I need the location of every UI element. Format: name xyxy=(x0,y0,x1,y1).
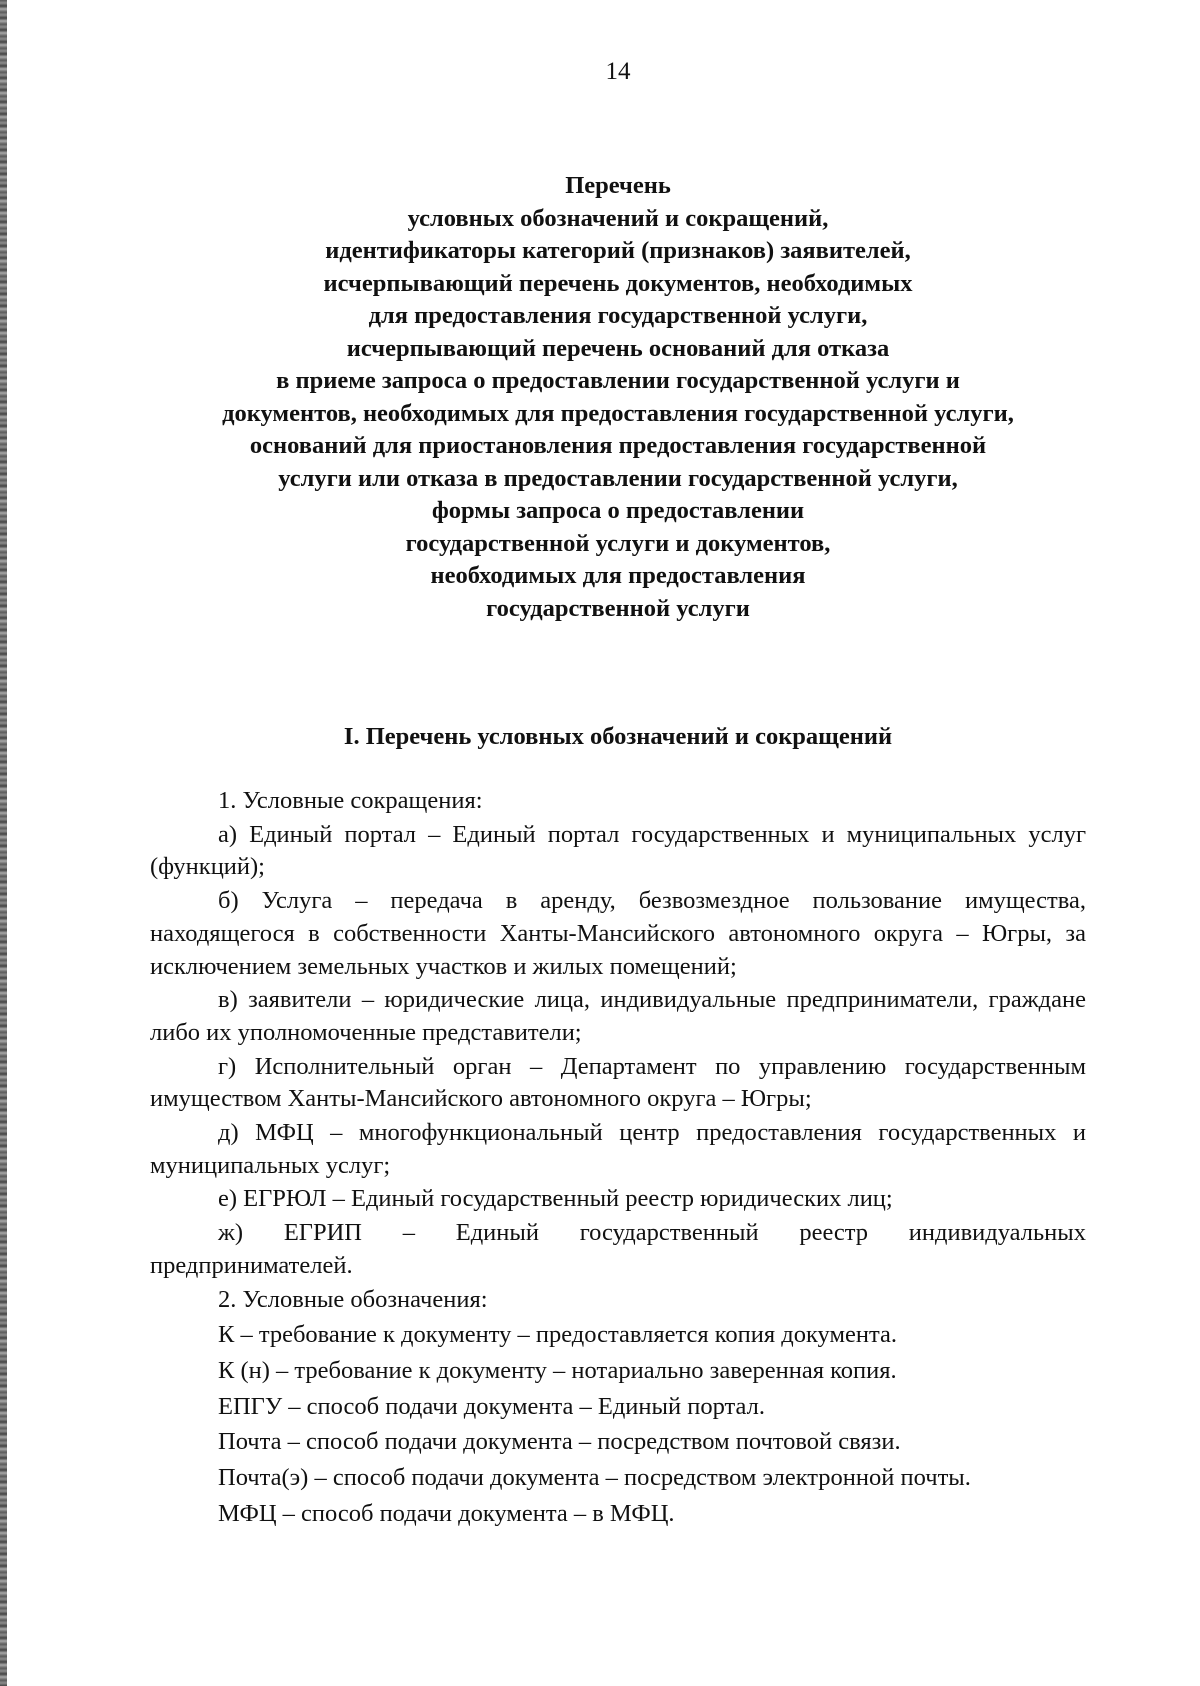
title-line: оснований для приостановления предоставления государственной xyxy=(249,432,987,459)
title-line: в приеме запроса о предоставлении государственной услуги и xyxy=(276,367,960,394)
title-line: услуги или отказа в предоставлении государственной услуги, xyxy=(278,464,958,492)
paragraph: в) заявители – юридические лица, индивидуальные предприниматели, граждане либо их уполномоченные представители; xyxy=(150,986,1086,1046)
title-line: формы запроса о предоставлении xyxy=(431,497,805,524)
title-line: условных обозначений и сокращений, xyxy=(407,204,829,232)
paragraph: МФЦ – способ подачи документа – в МФЦ. xyxy=(218,1499,675,1527)
paragraph: Почта(э) – способ подачи документа – посредством электронной почты. xyxy=(218,1464,971,1492)
paragraph: Почта – способ подачи документа – посредством почтовой связи. xyxy=(218,1428,901,1456)
paragraph: 2. Условные обозначения: xyxy=(218,1285,488,1313)
paragraph: б) Услуга – передача в аренду, безвозмездное пользование имущества, находящегося в собственности Ханты-Мансийского автономного округа – Югры, за исключением земельных участков и жилых помещений; xyxy=(150,887,1086,980)
title-line: документов, необходимых для предоставления государственной услуги, xyxy=(222,399,1014,427)
document-title xyxy=(100,170,1136,625)
section-heading: I. Перечень условных обозначений и сокращений xyxy=(343,723,893,750)
paragraph: ж) ЕГРИП – Единый государственный реестр индивидуальных предпринимателей. xyxy=(150,1219,1086,1279)
scan-edge xyxy=(0,0,7,1686)
paragraph: е) ЕГРЮЛ – Единый государственный реестр юридических лиц; xyxy=(218,1185,893,1213)
title-line: для предоставления государственной услуги, xyxy=(368,302,868,329)
paragraph: К (н) – требование к документу – нотариально заверенная копия. xyxy=(218,1356,897,1384)
title-line: исчерпывающий перечень оснований для отказа xyxy=(346,334,890,362)
title-line: государственной услуги и документов, xyxy=(405,529,831,557)
paragraph: а) Единый портал – Единый портал государственных и муниципальных услуг (функций); xyxy=(150,820,1086,881)
paragraph: г) Исполнительный орган – Департамент по управлению государственным имуществом Ханты-Мансийского автономного округа – Югры; xyxy=(150,1052,1086,1113)
title-line: Перечень xyxy=(565,172,671,199)
paragraph: 1. Условные сокращения: xyxy=(218,787,483,814)
paragraph: ЕПГУ – способ подачи документа – Единый портал. xyxy=(218,1392,765,1420)
title-line: государственной услуги xyxy=(486,594,750,622)
title-line: исчерпывающий перечень документов, необходимых xyxy=(323,269,913,297)
title-line: идентификаторы категорий (признаков) заявителей, xyxy=(325,237,911,264)
page-number: 14 xyxy=(605,58,631,85)
title-line: необходимых для предоставления xyxy=(430,562,806,589)
paragraph: К – требование к документу – предоставляется копия документа. xyxy=(218,1321,897,1349)
body-text xyxy=(150,785,1086,1530)
paragraph: д) МФЦ – многофункциональный центр предоставления государственных и муниципальных услуг; xyxy=(150,1119,1086,1179)
